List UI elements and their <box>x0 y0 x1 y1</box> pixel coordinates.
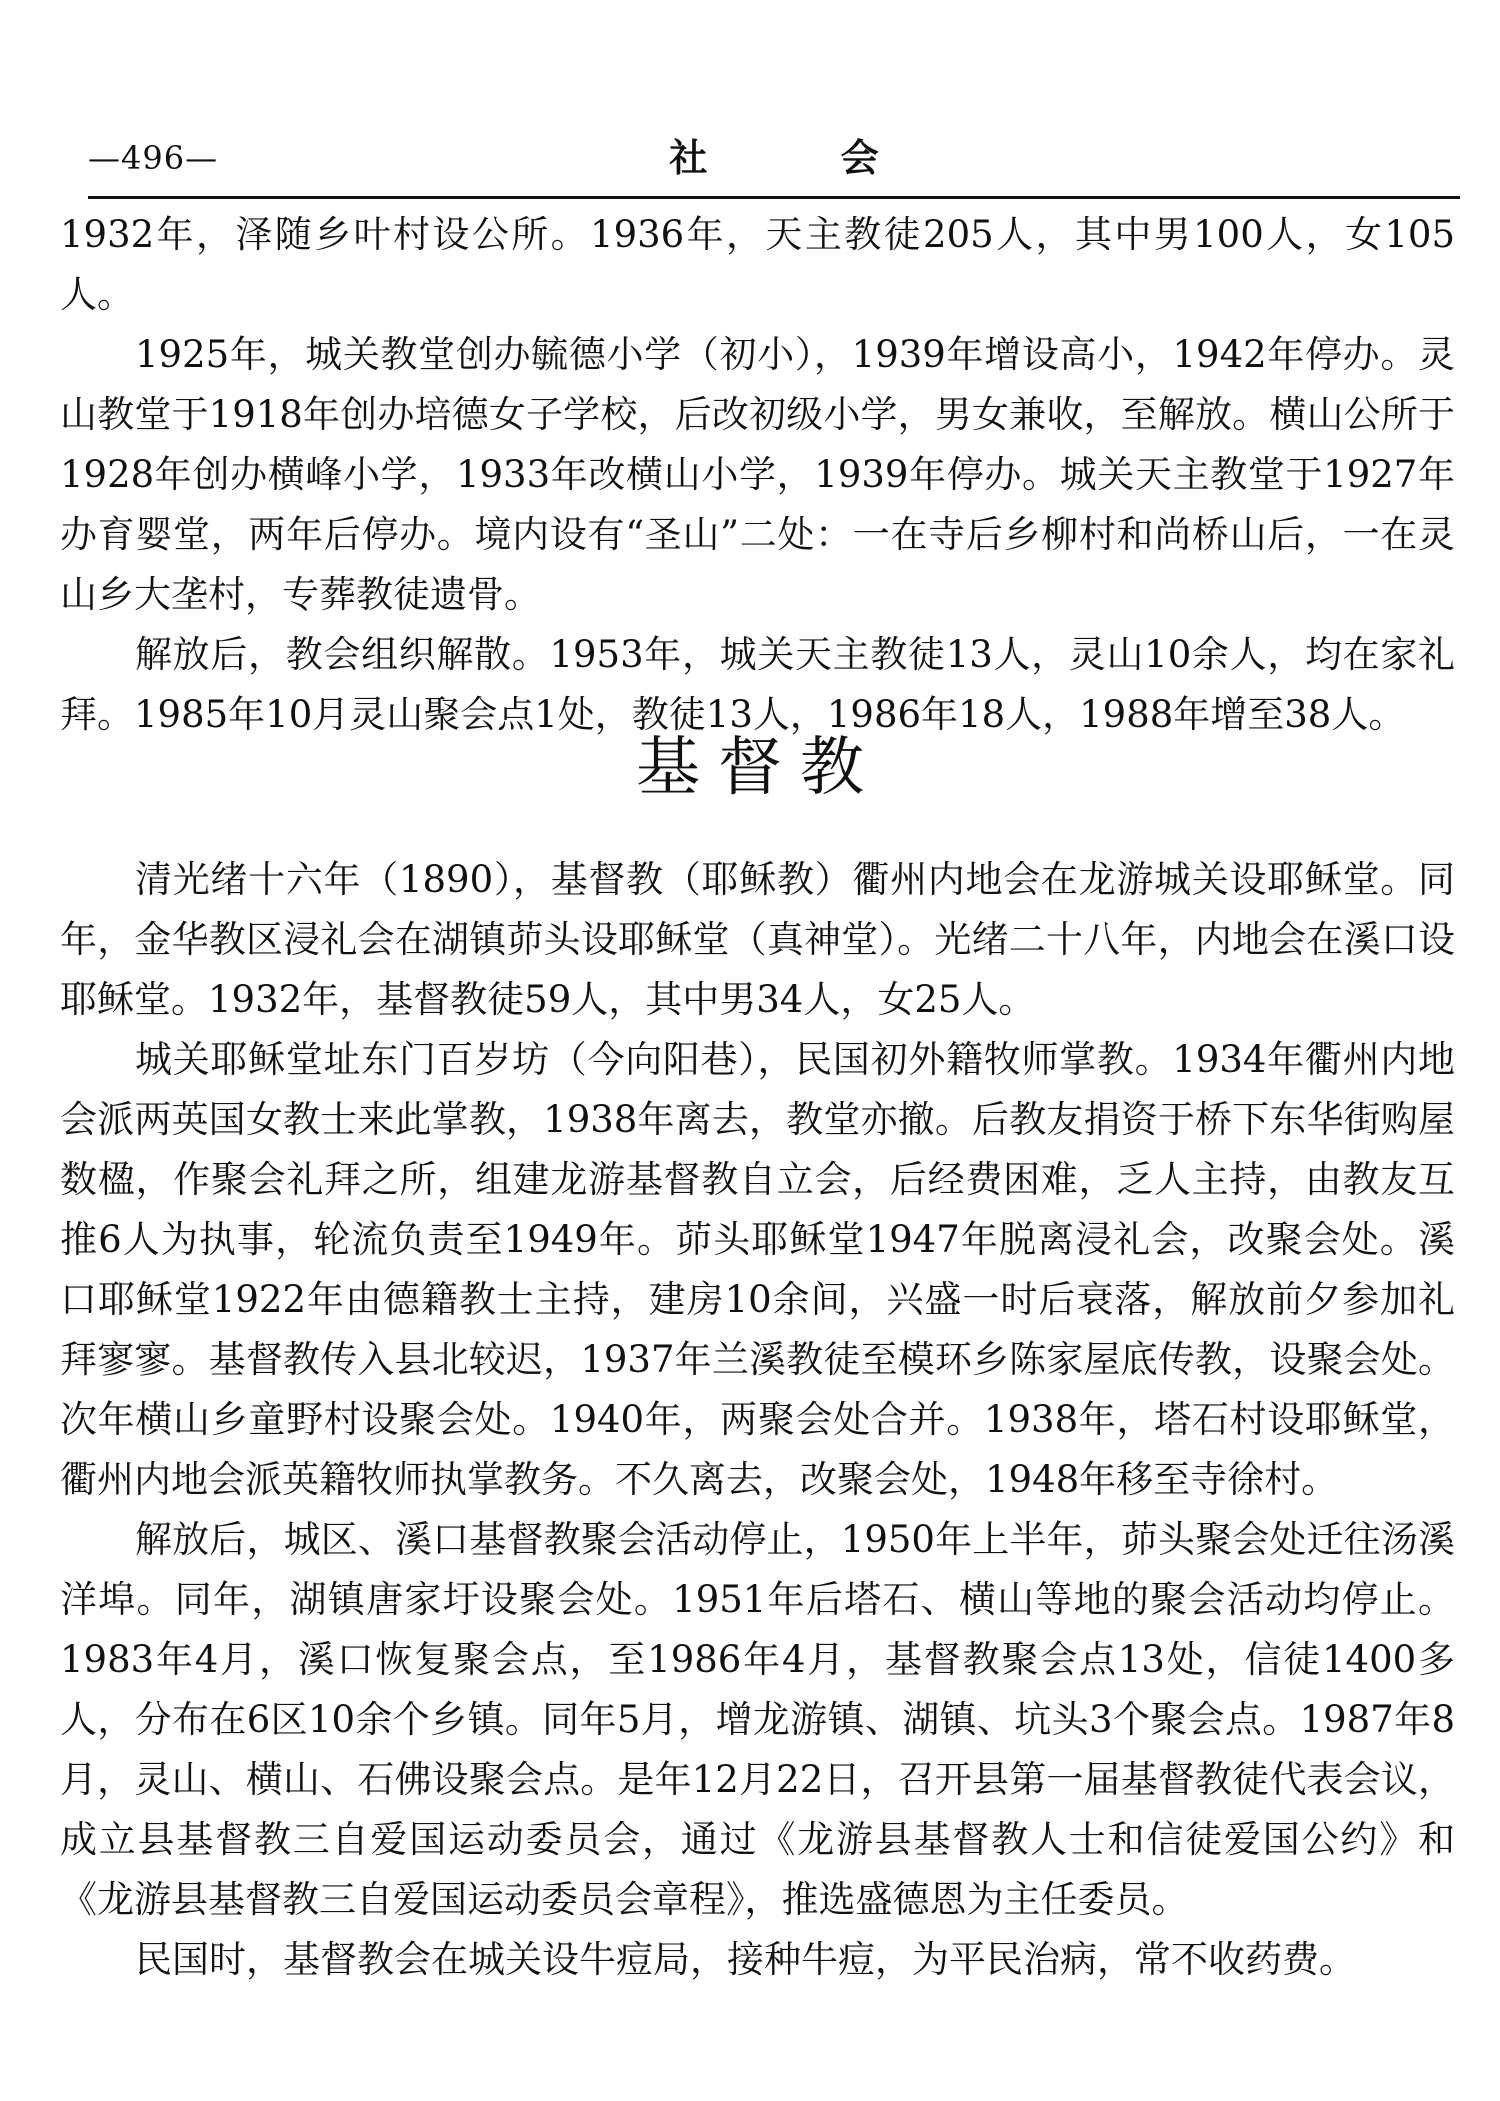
page-header <box>88 135 1460 194</box>
paragraph: 1925年，城关教堂创办毓德小学（初小），1939年增设高小，1942年停办。灵山教堂于1918年创办培德女子学校，后改初级小学，男女兼收，至解放。横山公所于1928年创办横峰小学，1933年改横山小学，1939年停办。城关天主教堂于1927年办育婴堂，两年后停办。境内设有“圣山”二处：一在寺后乡柳村和尚桥山后，一在灵山乡大垄村，专葬教徒遗骨。 <box>60 333 1455 616</box>
paragraph: 清光绪十六年（1890），基督教（耶稣教）衢州内地会在龙游城关设耶稣堂。同年，金华教区浸礼会在湖镇茆头设耶稣堂（真神堂）。光绪二十八年，内地会在溪口设耶稣堂。1932年，基督教徒59人，其中男34人，女25人。 <box>60 858 1455 1021</box>
paragraph: 民国时，基督教会在城关设牛痘局，接种牛痘，为平民治病，常不收药费。 <box>135 1938 1356 1981</box>
paragraph: 1932年，泽随乡叶村设公所。1936年，天主教徒205人，其中男100人，女105人。 <box>60 213 1455 316</box>
paragraph: 解放后，教会组织解散。1953年，城关天主教徒13人，灵山10余人，均在家礼拜。1985年10月灵山聚会点1处，教徒13人，1986年18人，1988年增至38人。 <box>60 633 1455 736</box>
page-number: —496— <box>88 139 219 177</box>
paragraph: 解放后，城区、溪口基督教聚会活动停止，1950年上半年，茆头聚会处迁往汤溪洋埠。同年，湖镇唐家圩设聚会处。1951年后塔石、横山等地的聚会活动均停止。1983年4月，溪口恢复聚会点，至1986年4月，基督教聚会点13处，信徒1400多人，分布在6区10余个乡镇。同年5月，增龙游镇、湖镇、坑头3个聚会点。1987年8月，灵山、横山、石佛设聚会点。是年12月22日，召开县第一届基督教徒代表会议，成立县基督教三自爱国运动委员会，通过《龙游县基督教人士和信徒爱国公约》和《龙游县基督教三自爱国运动委员会章程》，推选盛德恩为主任委员。 <box>60 1518 1455 1921</box>
section-title: 基督教 <box>636 731 882 805</box>
header-rule <box>88 196 1460 199</box>
running-title: 社 会 <box>669 135 939 180</box>
paragraph: 城关耶稣堂址东门百岁坊（今向阳巷），民国初外籍牧师掌教。1934年衢州内地会派两英国女教士来此掌教，1938年离去，教堂亦撤。后教友捐资于桥下东华街购屋数楹，作聚会礼拜之所，组建龙游基督教自立会，后经费困难，乏人主持，由教友互推6人为执事，轮流负责至1949年。茆头耶稣堂1947年脱离浸礼会，改聚会处。溪口耶稣堂1922年由德籍教士主持，建房10余间，兴盛一时后衰落，解放前夕参加礼拜寥寥。基督教传入县北较迟，1937年兰溪教徒至模环乡陈家屋底传教，设聚会处。次年横山乡童野村设聚会处。1940年，两聚会处合并。1938年，塔石村设耶稣堂，衢州内地会派英籍牧师执掌教务。不久离去，改聚会处，1948年移至寺徐村。 <box>60 1038 1455 1501</box>
previous-section-text <box>60 205 1455 745</box>
section-body <box>60 850 1455 1990</box>
